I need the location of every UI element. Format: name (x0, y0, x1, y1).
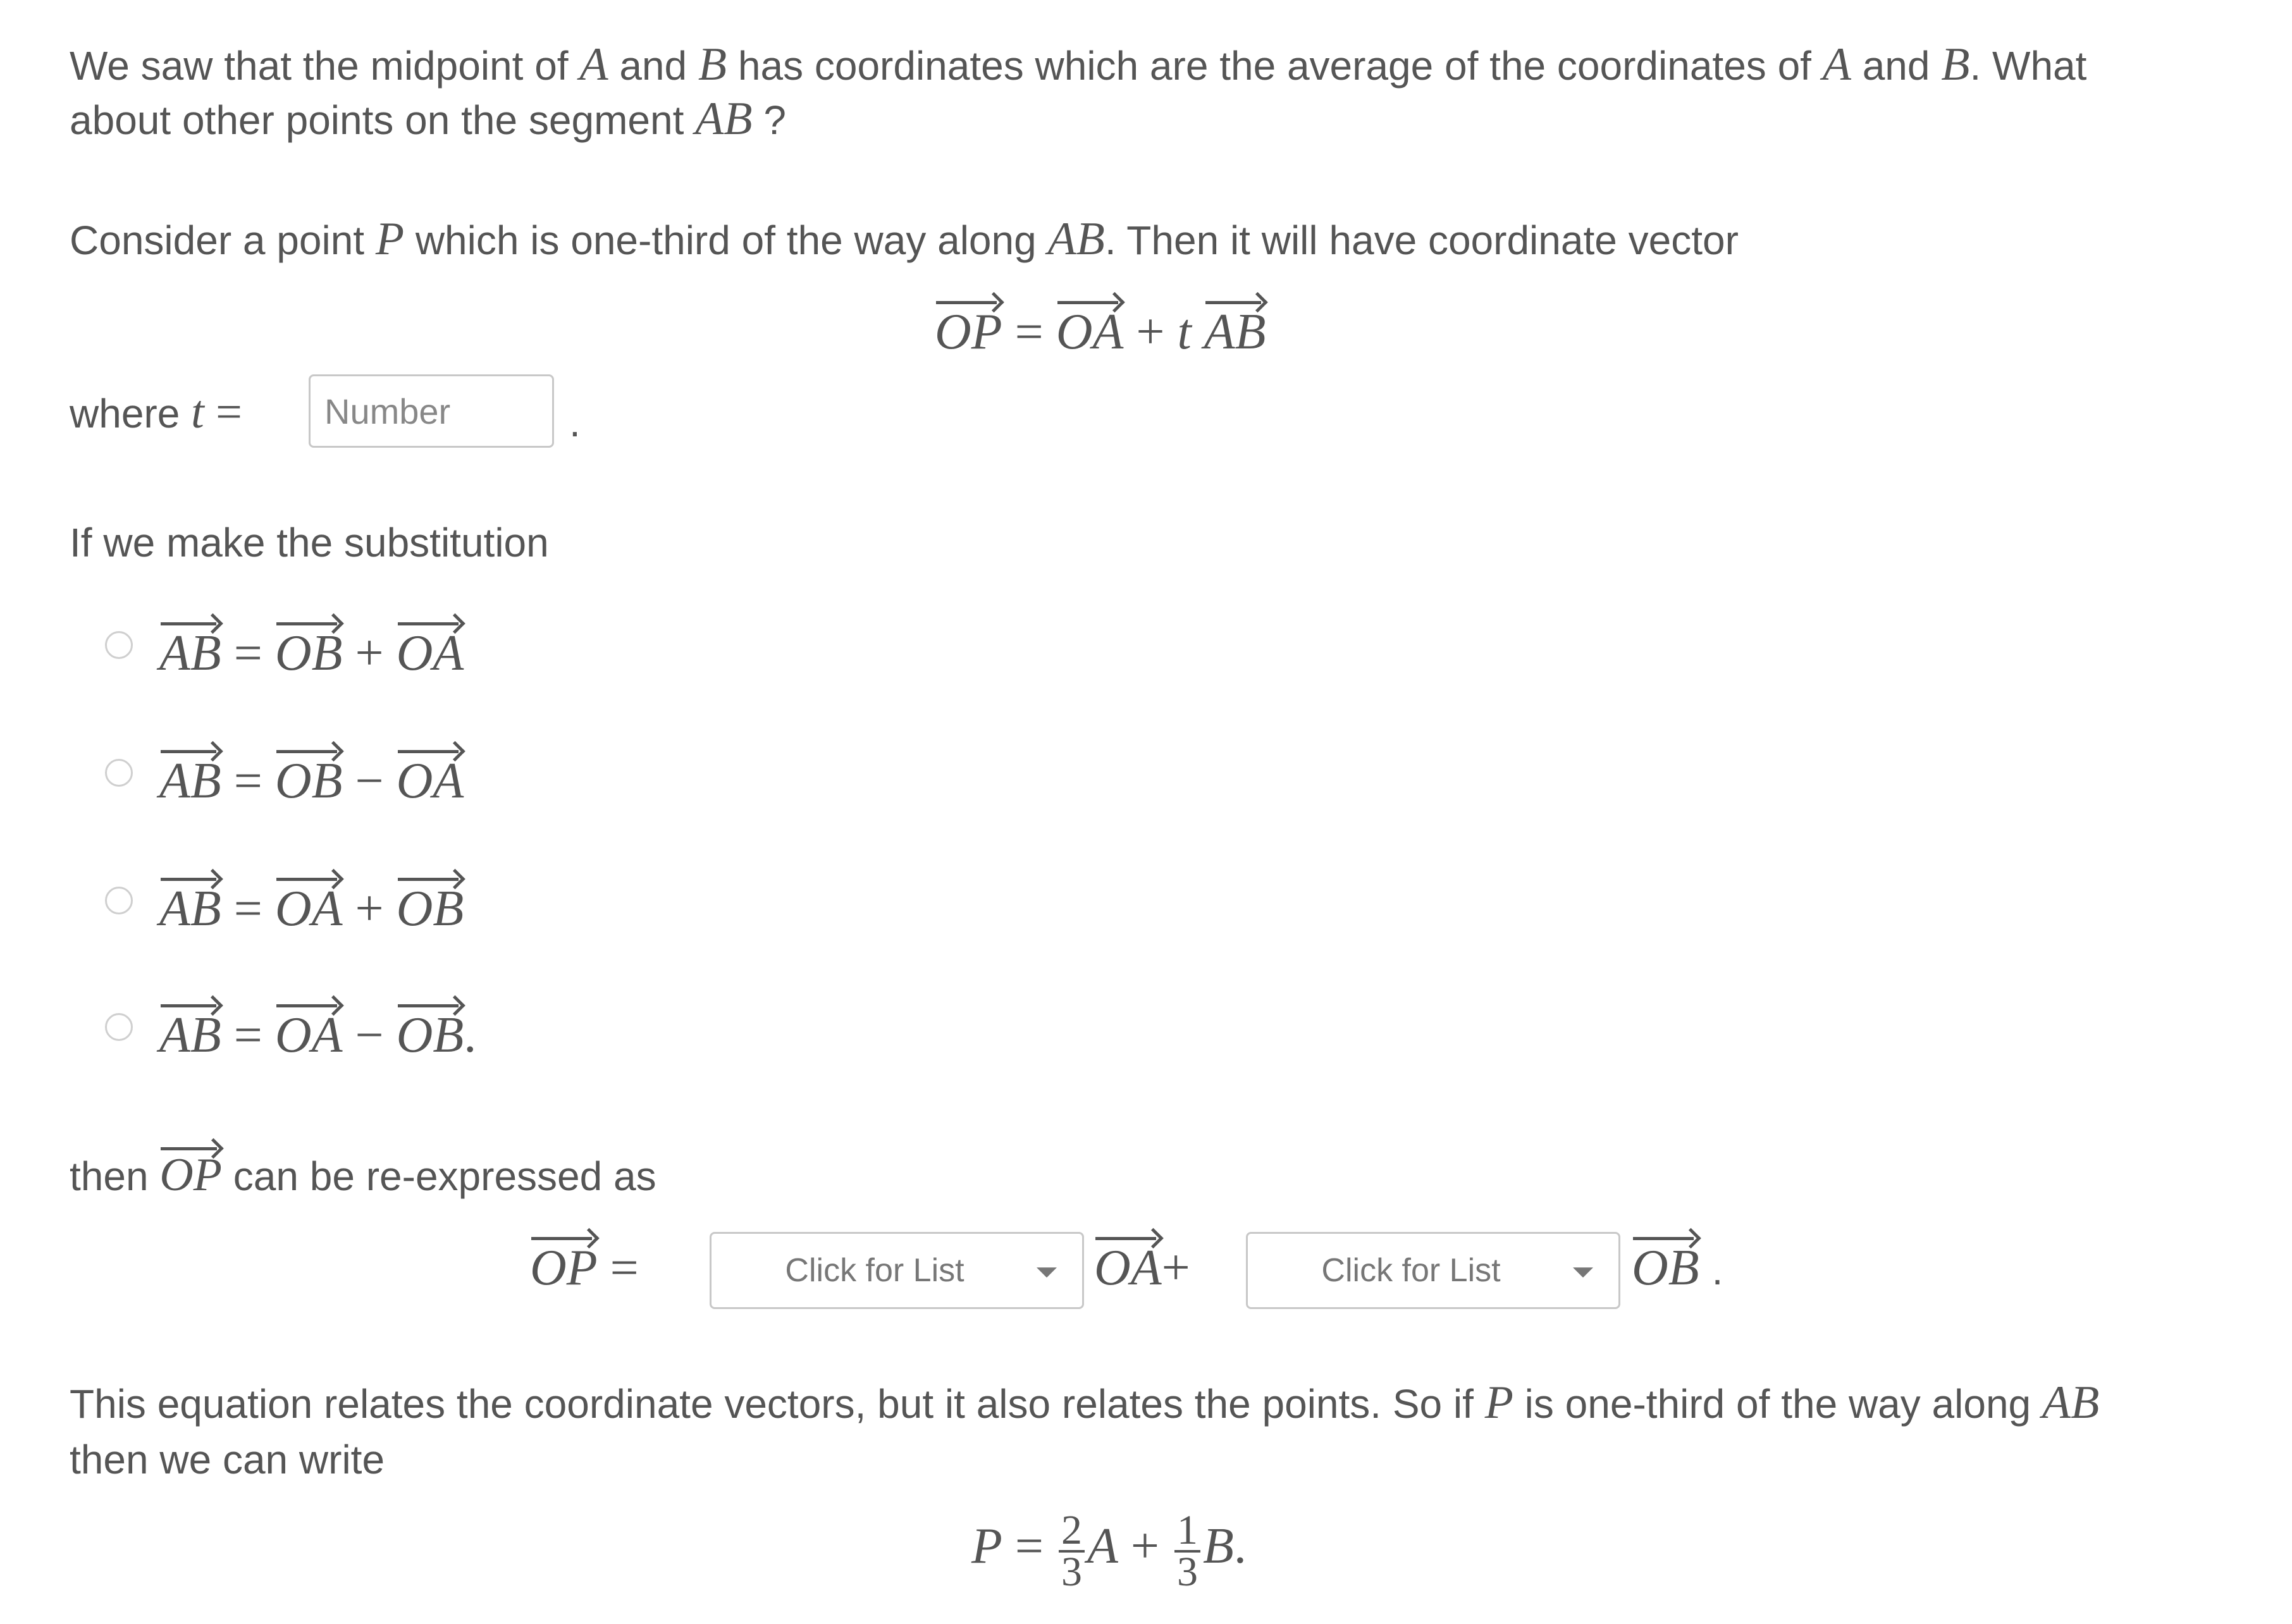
vector-AB: AB (159, 880, 221, 937)
plus-sign: + (355, 625, 384, 681)
vector-AB: AB (159, 753, 221, 809)
vector-AB: AB (159, 1007, 221, 1064)
math-B: B (1203, 1518, 1234, 1574)
vector-OB: OB (397, 1007, 464, 1064)
t-value-field[interactable] (309, 374, 554, 448)
math-A: A (1087, 1518, 1118, 1574)
caret-down-icon (1037, 1267, 1057, 1277)
where-period: . (569, 400, 581, 445)
intro-text-and: and (608, 43, 698, 89)
intro-text-and: and (1851, 43, 1942, 89)
plus-sign: + (1136, 304, 1165, 360)
minus-sign: − (355, 1007, 384, 1063)
relates-text-1: This equation relates the coordinate vectors, but it also relates the points. So if (70, 1381, 1485, 1427)
option-2-equation[interactable] (159, 753, 464, 809)
intro-line-1 (70, 39, 2086, 91)
option-3-radio[interactable] (105, 887, 133, 914)
math-B: B (1941, 39, 1970, 90)
math-AB: AB (695, 93, 753, 145)
intro-question-mark: ? (763, 97, 786, 143)
intro-text-1: We saw that the midpoint of (70, 43, 580, 89)
math-P: P (375, 213, 405, 265)
period: . (1711, 1248, 1723, 1293)
math-AB: AB (1047, 213, 1105, 265)
vector-AB: AB (1204, 304, 1266, 360)
equals-sign: = (1014, 304, 1044, 360)
select-label: Click for List (785, 1252, 964, 1289)
equals-sign: = (233, 881, 262, 937)
reexpress-OA-term (1094, 1240, 1190, 1296)
then-text-2: can be re-expressed as (233, 1153, 656, 1199)
minus-sign: − (355, 753, 384, 809)
equals-sign: = (204, 386, 242, 438)
where-text: where (70, 391, 192, 436)
vector-OA: OA (275, 880, 343, 937)
period: . (1233, 1518, 1247, 1574)
math-AB: AB (2042, 1377, 2100, 1429)
coefficient-OA-select[interactable] (710, 1232, 1084, 1309)
intro-line-2 (70, 94, 786, 145)
intro-text-2: has coordinates which are the average of the coordinates of (727, 43, 1823, 89)
fraction-two-thirds: $\frac{2}{3}$ (1059, 1511, 1085, 1592)
consider-text-1: Consider a point (70, 218, 376, 263)
plus-sign: + (1161, 1240, 1190, 1296)
vector-OB: OB (275, 753, 343, 809)
vector-OB: OB (275, 625, 343, 682)
coefficient-OB-select[interactable] (1246, 1232, 1620, 1309)
vector-OA: OA (397, 625, 464, 682)
consider-text-3: . Then it will have coordinate vector (1104, 218, 1739, 263)
consider-text-2: which is one-third of the way along (404, 218, 1048, 263)
where-t-label (70, 387, 242, 439)
vector-OA: OA (1094, 1240, 1162, 1296)
substitution-label: If we make the substitution (70, 520, 549, 565)
coordinate-vector-equation (935, 304, 1266, 360)
equals-sign: = (1014, 1518, 1044, 1574)
reexpress-lhs (530, 1240, 651, 1296)
intro-text-4: about other points on the segment (70, 97, 696, 143)
consider-line (70, 214, 1739, 266)
option-1-radio[interactable] (105, 631, 133, 659)
vector-OB: OB (1632, 1240, 1699, 1296)
math-A: A (1822, 39, 1851, 90)
vector-OP: OP (159, 1150, 222, 1200)
math-P: P (1484, 1377, 1513, 1429)
option-3-equation[interactable] (159, 880, 464, 937)
vector-OA: OA (275, 1007, 343, 1064)
reexpress-OB-term (1632, 1240, 1723, 1299)
math-P: P (971, 1518, 1002, 1574)
vector-OP: OP (530, 1240, 598, 1296)
plus-sign: + (1130, 1518, 1159, 1574)
vector-OP: OP (935, 304, 1002, 360)
equals-sign: = (233, 625, 262, 681)
final-equation (971, 1505, 1247, 1595)
fraction-one-third: $\frac{1}{3}$ (1174, 1511, 1200, 1592)
option-4-equation[interactable] (159, 1007, 476, 1064)
relates-text-2: is one-third of the way along (1513, 1381, 2042, 1427)
equals-sign: = (610, 1240, 639, 1296)
then-text-1: then (70, 1153, 160, 1199)
select-label: Click for List (1321, 1252, 1501, 1289)
then-line (70, 1150, 656, 1202)
math-A: A (579, 39, 608, 90)
equation-tail: . (464, 1007, 477, 1063)
relates-line-1 (70, 1377, 2099, 1429)
vector-OB: OB (397, 880, 464, 937)
equals-sign: = (233, 1007, 262, 1063)
t-value-input[interactable] (311, 376, 552, 446)
vector-AB: AB (159, 625, 221, 682)
option-2-radio[interactable] (105, 759, 133, 787)
equals-sign: = (233, 753, 262, 809)
plus-sign: + (355, 881, 384, 937)
intro-text-3: . What (1969, 43, 2087, 89)
caret-down-icon (1573, 1267, 1593, 1277)
math-B: B (698, 39, 727, 90)
vector-OA: OA (1056, 304, 1124, 360)
option-1-equation[interactable] (159, 625, 464, 682)
vector-OA: OA (397, 753, 464, 809)
math-t: t (1177, 304, 1192, 360)
math-t: t (191, 386, 204, 438)
option-4-radio[interactable] (105, 1013, 133, 1041)
relates-line-2: then we can write (70, 1437, 385, 1482)
